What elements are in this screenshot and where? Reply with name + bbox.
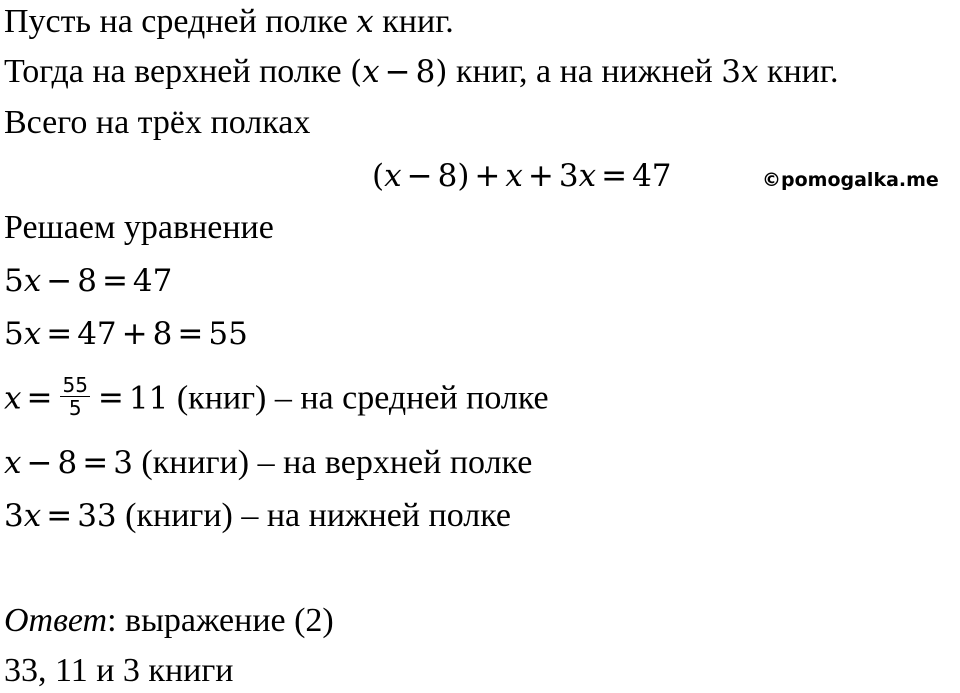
text: Пусть на средней полке <box>4 3 357 40</box>
fraction <box>60 374 89 419</box>
minus-sign: − <box>46 263 73 299</box>
equals-sign: = <box>97 380 124 417</box>
answer-line <box>4 601 334 641</box>
plus-sign: + <box>474 158 501 194</box>
equals-sign: = <box>601 158 628 194</box>
equals-sign: = <box>46 316 73 352</box>
variable-x: x <box>356 4 374 40</box>
equals-sign: = <box>46 498 73 534</box>
plus-sign: + <box>527 158 554 194</box>
minus-sign: − <box>384 54 411 90</box>
watermark: ©pomogalka.me <box>762 169 939 191</box>
number: 47 <box>77 316 117 352</box>
coefficient: 3 <box>4 498 24 534</box>
coefficient: 5 <box>4 316 24 352</box>
variable-x: x <box>362 54 380 90</box>
fraction-denominator: 5 <box>68 396 82 420</box>
text: книг. <box>758 53 839 90</box>
text: книг, а на нижней <box>447 53 722 90</box>
number: 55 <box>208 316 248 352</box>
variable-x: x <box>384 158 402 194</box>
number: 11 <box>128 380 169 417</box>
paren-open: ( <box>372 158 385 194</box>
coefficient: 5 <box>4 263 24 299</box>
equals-sign: = <box>101 263 128 299</box>
plus-sign: + <box>121 316 148 352</box>
minus-sign: − <box>406 158 433 194</box>
line-solve-intro: Решаем уравнение <box>4 209 274 246</box>
number: 8 <box>57 445 78 481</box>
answer-text: : выражение (2) <box>107 602 334 639</box>
variable-x: x <box>4 380 22 417</box>
equals-sign: = <box>82 445 109 481</box>
variable-x: x <box>505 158 523 194</box>
text: (книги) – на нижней полке <box>116 497 511 534</box>
text: книг. <box>373 3 454 40</box>
variable-x: x <box>23 316 42 352</box>
variable-x: x <box>578 158 597 194</box>
variable-x: x <box>23 263 42 299</box>
main-equation <box>372 156 672 196</box>
line-setup-other-shelves <box>4 52 838 92</box>
number: 8 <box>437 158 458 194</box>
equals-sign: = <box>26 380 53 417</box>
variable-x: x <box>740 54 759 90</box>
line-setup-middle-shelf <box>4 2 454 42</box>
number: 3 <box>113 445 133 481</box>
minus-sign: − <box>26 445 53 481</box>
number: 8 <box>152 316 173 352</box>
equation-step-3-middle-shelf <box>4 373 549 423</box>
number: 33 <box>77 498 117 534</box>
equation-step-2 <box>4 314 248 354</box>
coefficient: 3 <box>558 158 579 194</box>
number: 47 <box>632 158 672 194</box>
equation-top-shelf <box>4 443 532 483</box>
text: Тогда на верхней полке <box>4 53 351 90</box>
coefficient: 3 <box>721 54 741 90</box>
fraction-numerator: 55 <box>62 373 88 397</box>
text: (книг) – на средней полке <box>168 379 549 417</box>
answer-result: 33, 11 и 3 книги <box>4 652 234 689</box>
equation-bottom-shelf <box>4 496 511 536</box>
number: 47 <box>132 263 173 299</box>
number: 8 <box>415 54 436 90</box>
paren-close: ) <box>457 158 470 194</box>
answer-label: Ответ <box>4 602 108 639</box>
number: 8 <box>77 263 97 299</box>
variable-x: x <box>23 498 42 534</box>
equation-step-1 <box>4 261 172 301</box>
line-total-intro: Всего на трёх полках <box>4 104 311 141</box>
paren-close: ) <box>435 54 448 90</box>
paren-open: ( <box>350 54 363 90</box>
variable-x: x <box>4 445 22 481</box>
text: (книги) – на верхней полке <box>132 444 533 481</box>
equals-sign: = <box>177 316 204 352</box>
